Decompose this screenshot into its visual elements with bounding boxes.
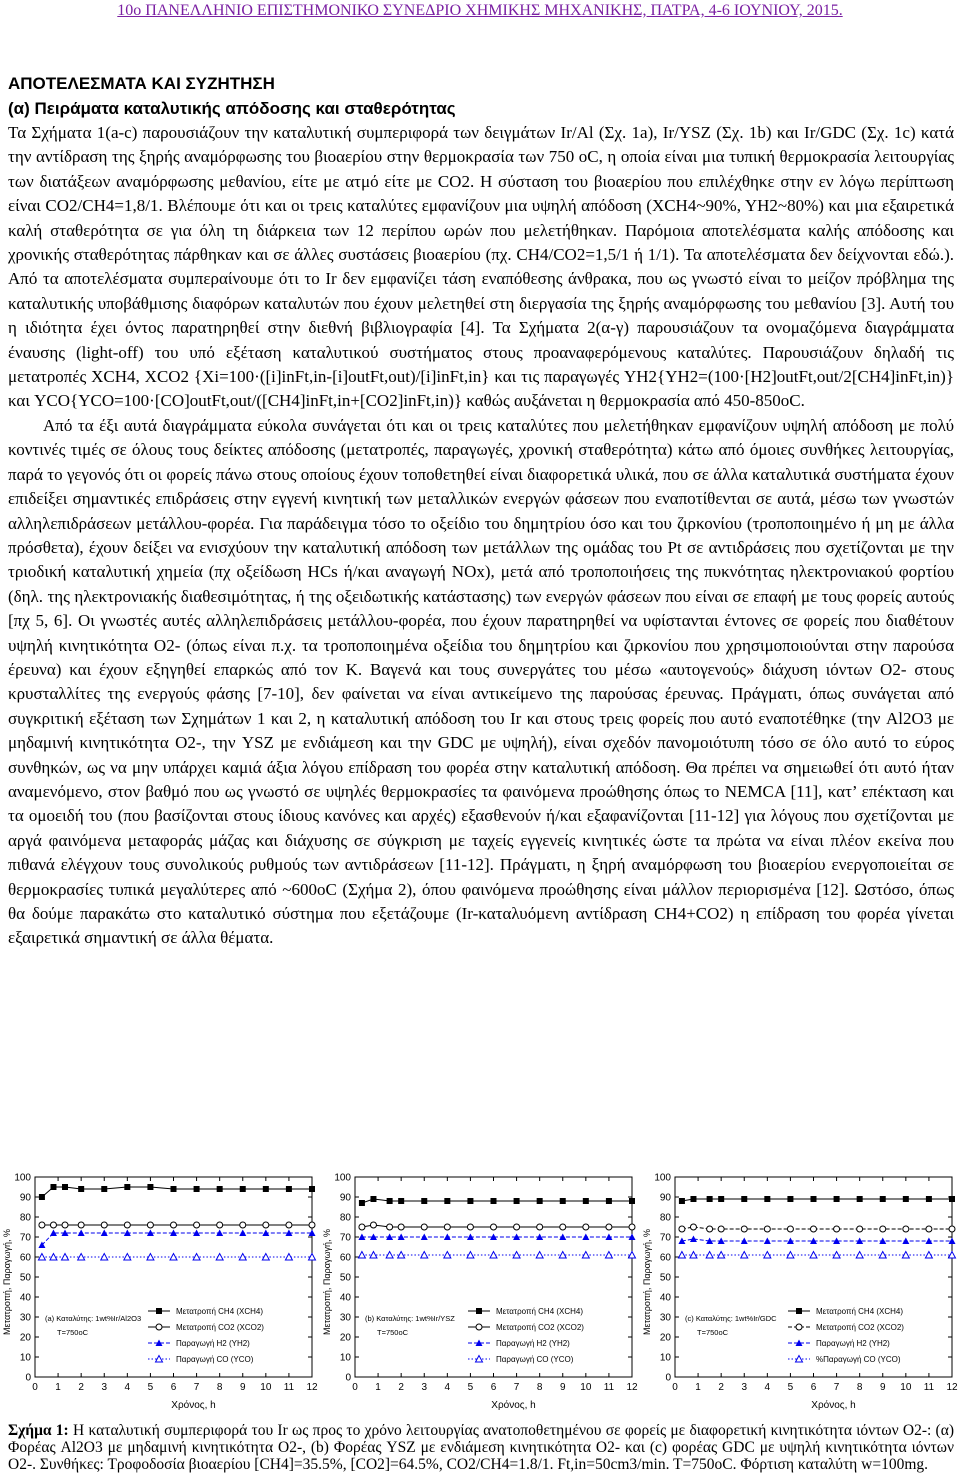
y-tick-label: 50 (339, 1272, 351, 1284)
y-axis-label: Μετατροπή, Παραγωγή, % (322, 1229, 332, 1335)
data-point (949, 1252, 956, 1259)
data-point (583, 1224, 589, 1230)
data-point (239, 1230, 246, 1237)
y-tick-label: 70 (659, 1232, 671, 1244)
data-point (718, 1226, 724, 1232)
data-point (764, 1238, 771, 1245)
legend-label: Μετατροπή CH4 (XCH4) (176, 1307, 264, 1316)
data-point (679, 1198, 685, 1204)
data-point (359, 1200, 365, 1206)
data-point (217, 1186, 223, 1192)
x-tick-label: 3 (101, 1382, 108, 1393)
x-tick-label: 3 (741, 1382, 748, 1393)
legend-marker (476, 1324, 482, 1330)
y-tick-label: 30 (339, 1312, 351, 1324)
y-tick-label: 20 (339, 1332, 351, 1344)
panel-label: (b) Καταλύτης: 1wt%Ir/YSZ (365, 1314, 455, 1323)
y-tick-label: 60 (659, 1252, 671, 1264)
data-point (194, 1222, 200, 1228)
data-point (147, 1184, 153, 1190)
data-point (101, 1186, 107, 1192)
y-tick-label: 80 (19, 1212, 31, 1224)
y-tick-label: 90 (339, 1192, 351, 1204)
y-tick-label: 0 (345, 1372, 351, 1384)
x-tick-label: 1 (695, 1382, 701, 1393)
data-point (949, 1196, 955, 1202)
legend-label: Παραγωγή H2 (YH2) (816, 1339, 890, 1348)
data-point (629, 1198, 635, 1204)
data-point (147, 1222, 153, 1228)
x-axis-label: Χρόνος, h (811, 1400, 856, 1411)
legend-marker (476, 1308, 482, 1314)
chart-c (640, 1160, 960, 1418)
y-tick-label: 100 (14, 1172, 31, 1184)
data-point (444, 1224, 450, 1230)
data-point (629, 1224, 635, 1230)
data-point (880, 1196, 886, 1202)
data-point (39, 1222, 45, 1228)
data-point (467, 1198, 473, 1204)
x-tick-label: 10 (580, 1382, 592, 1393)
x-tick-label: 8 (216, 1382, 223, 1393)
x-tick-label: 5 (467, 1382, 474, 1393)
data-point (359, 1224, 365, 1230)
y-tick-label: 50 (659, 1272, 671, 1284)
data-point (582, 1234, 589, 1241)
legend-label: Παραγωγή CO (YCO) (496, 1355, 574, 1364)
data-point (718, 1196, 724, 1202)
data-point (263, 1222, 269, 1228)
data-point (421, 1224, 427, 1230)
data-point (690, 1236, 697, 1243)
plot-frame (355, 1177, 632, 1377)
x-tick-label: 0 (32, 1382, 38, 1393)
y-tick-label: 20 (659, 1332, 671, 1344)
y-tick-label: 90 (659, 1192, 671, 1204)
data-point (514, 1224, 520, 1230)
data-point (101, 1222, 107, 1228)
y-tick-label: 40 (659, 1292, 671, 1304)
y-tick-label: 70 (19, 1232, 31, 1244)
y-tick-label: 70 (339, 1232, 351, 1244)
data-point (50, 1184, 56, 1190)
y-tick-label: 0 (665, 1372, 671, 1384)
x-tick-label: 7 (513, 1382, 520, 1393)
x-tick-label: 6 (490, 1382, 497, 1393)
data-point (926, 1226, 932, 1232)
legend-label: Μετατροπή CH4 (XCH4) (496, 1307, 584, 1316)
y-axis-label: Μετατροπή, Παραγωγή, % (642, 1229, 652, 1335)
data-point (926, 1196, 932, 1202)
data-point (444, 1198, 450, 1204)
data-point (62, 1222, 68, 1228)
data-point (491, 1224, 497, 1230)
y-tick-label: 80 (659, 1212, 671, 1224)
data-point (690, 1252, 697, 1259)
y-tick-label: 80 (339, 1212, 351, 1224)
caption-label: Σχήμα 1: (8, 1422, 69, 1439)
data-point (421, 1198, 427, 1204)
data-point (834, 1226, 840, 1232)
data-point (787, 1226, 793, 1232)
data-point (358, 1252, 365, 1259)
x-tick-label: 6 (810, 1382, 817, 1393)
data-point (857, 1226, 863, 1232)
y-tick-label: 100 (654, 1172, 671, 1184)
data-point (286, 1222, 292, 1228)
data-point (398, 1198, 404, 1204)
data-point (370, 1222, 376, 1228)
data-point (286, 1186, 292, 1192)
data-point (606, 1198, 612, 1204)
legend-label: Μετατροπή CH4 (XCH4) (816, 1307, 904, 1316)
x-tick-label: 4 (764, 1382, 771, 1393)
x-tick-label: 8 (536, 1382, 543, 1393)
x-tick-label: 12 (626, 1382, 638, 1393)
panel-label: (c) Καταλύτης: 1wt%Ir/GDC (685, 1314, 777, 1323)
data-point (171, 1186, 177, 1192)
data-point (124, 1184, 130, 1190)
data-point (903, 1226, 909, 1232)
data-point (62, 1184, 68, 1190)
data-point (764, 1226, 770, 1232)
x-tick-label: 5 (147, 1382, 154, 1393)
data-point (398, 1252, 405, 1259)
y-tick-label: 30 (19, 1312, 31, 1324)
y-axis-label: Μετατροπή, Παραγωγή, % (2, 1229, 12, 1335)
x-tick-label: 9 (879, 1382, 886, 1393)
data-point (398, 1224, 404, 1230)
x-tick-label: 3 (421, 1382, 428, 1393)
x-tick-label: 5 (787, 1382, 794, 1393)
legend-marker (156, 1308, 162, 1314)
legend-marker (796, 1356, 803, 1363)
x-tick-label: 10 (260, 1382, 272, 1393)
data-point (217, 1222, 223, 1228)
data-point (194, 1186, 200, 1192)
data-point (880, 1226, 886, 1232)
data-point (309, 1222, 315, 1228)
y-tick-label: 10 (19, 1352, 31, 1364)
data-point (857, 1196, 863, 1202)
x-tick-label: 10 (900, 1382, 912, 1393)
data-point (78, 1254, 85, 1261)
y-tick-label: 90 (19, 1192, 31, 1204)
y-tick-label: 40 (339, 1292, 351, 1304)
data-point (902, 1238, 909, 1245)
plot-frame (35, 1177, 312, 1377)
data-point (690, 1224, 696, 1230)
data-point (387, 1198, 393, 1204)
data-point (629, 1252, 636, 1259)
legend-label: Παραγωγή H2 (YH2) (176, 1339, 250, 1348)
data-point (834, 1196, 840, 1202)
panel-label: (a) Καταλύτης: 1wt%Ir/Al2O3 (45, 1314, 142, 1323)
x-tick-label: 8 (856, 1382, 863, 1393)
legend-marker (796, 1324, 802, 1330)
legend-label: Παραγωγή H2 (YH2) (496, 1339, 570, 1348)
data-point (193, 1254, 200, 1261)
y-tick-label: 50 (19, 1272, 31, 1284)
chart-panel-a (0, 1160, 320, 1418)
data-point (78, 1222, 84, 1228)
data-point (583, 1198, 589, 1204)
legend-marker (156, 1324, 162, 1330)
panel-condition: T=750oC (697, 1328, 729, 1337)
data-point (560, 1198, 566, 1204)
x-tick-label: 0 (672, 1382, 678, 1393)
legend-label: Μετατροπή CO2 (XCO2) (496, 1323, 584, 1332)
panel-condition: T=750oC (377, 1328, 409, 1337)
data-point (50, 1254, 57, 1261)
data-point (537, 1224, 543, 1230)
data-point (171, 1222, 177, 1228)
data-point (741, 1226, 747, 1232)
x-axis-label: Χρόνος, h (171, 1400, 216, 1411)
data-point (240, 1222, 246, 1228)
chart-panel-b (320, 1160, 640, 1418)
data-point (38, 1254, 45, 1261)
chart-b (320, 1160, 640, 1418)
data-point (811, 1226, 817, 1232)
data-point (718, 1252, 725, 1259)
data-point (707, 1226, 713, 1232)
x-tick-label: 7 (833, 1382, 840, 1393)
y-tick-label: 0 (25, 1372, 31, 1384)
x-tick-label: 2 (78, 1382, 84, 1393)
data-point (78, 1230, 85, 1237)
legend-label: %Παραγωγή CO (YCO) (816, 1355, 901, 1364)
data-point (811, 1196, 817, 1202)
x-tick-label: 6 (170, 1382, 177, 1393)
data-point (467, 1224, 473, 1230)
data-point (78, 1186, 84, 1192)
data-point (679, 1226, 685, 1232)
data-point (513, 1252, 520, 1259)
x-tick-label: 0 (352, 1382, 358, 1393)
plot-frame (675, 1177, 952, 1377)
data-point (741, 1196, 747, 1202)
body-text (8, 121, 954, 951)
data-point (707, 1196, 713, 1202)
legend-label: Παραγωγή CO (YCO) (176, 1355, 254, 1364)
data-point (39, 1194, 45, 1200)
y-tick-label: 100 (334, 1172, 351, 1184)
y-tick-label: 10 (659, 1352, 671, 1364)
data-point (370, 1196, 376, 1202)
x-tick-label: 4 (124, 1382, 131, 1393)
data-point (690, 1196, 696, 1202)
data-point (370, 1252, 377, 1259)
x-tick-label: 7 (193, 1382, 200, 1393)
panel-condition: T=750oC (57, 1328, 89, 1337)
x-tick-label: 2 (718, 1382, 724, 1393)
y-tick-label: 40 (19, 1292, 31, 1304)
chart-a (0, 1160, 320, 1418)
data-point (606, 1224, 612, 1230)
legend-marker (476, 1356, 483, 1363)
x-tick-label: 11 (923, 1382, 935, 1393)
data-point (537, 1198, 543, 1204)
data-point (124, 1222, 130, 1228)
x-tick-label: 2 (398, 1382, 404, 1393)
x-tick-label: 11 (603, 1382, 615, 1393)
data-point (240, 1186, 246, 1192)
caption-text: Η καταλυτική συμπεριφορά του Ir ως προς το χρόνο λειτουργίας ανατοποθετημένου σε φορείς με διαφορετική κινητικότητα ιόντων O2-: (α) Φορέας Al2O3 με μηδαμινή κινητικότητα O2-, (b) Φορέας YSZ με ενδιάμεση κινητικότητα O2- και (c) φορέας GDC με υψηλή κινητικότητα ιόντων O2-. Συνθήκες: Τροφοδοσία βιοαερίου [CH4]=35.5%, [CO2]=64.5%, CO2/CH4=1.8/1. Ft,in=50cm3/min. T=750oC. Φόρτιση καταλύτη w=100mg. (8, 1422, 954, 1473)
paragraph-2: Από τα έξι αυτά διαγράμματα εύκολα συνάγεται ότι και οι τρεις καταλύτες που μελετήθηκαν εμφανίζουν υψηλή απόδοση με πολύ κοντινές τιμές σε όλους τους δείκτες απόδοσης (μετατροπές, παραγωγές, χρονική σταθερότητα) κάτω από όμοιες συνθήκες λειτουργίας, παρά το γεγονός ότι οι φορείς πάνω στους οποίους έχουν τοποθετηθεί είναι διαφορετικά υλικά, που σε άλλα καταλυτικά συστήματα έχουν επιδείξει σημαντικές επιδράσεις στην εγγενή κινητική των μεταλλικών ενεργών φάσεων που εναποτίθενται σε αυτά, μέσω των γνωστών αλληλεπιδράσεων μετάλλου-φορέα. Για παράδειγμα τόσο το οξείδιο του δημητρίου όσο και του ζιρκονίου (τροποποιημένο ή μη με άλλα πρόσθετα), έχουν δείξει να ενισχύουν την καταλυτική απόδοση των μετάλλων της ομάδας του Pt σε αντιδράσεις που σχετίζονται με την τριοδική καταλυτική χημεία (πχ οξείδωση HCs ή/και αναγωγή NOx), μετά από τροποποιήσεις της πυκνότητας ηλεκτρονιακού φορτίου (δηλ. της ηλεκτρονιακής διαθεσιμότητας, ή της οξειδωτικής κατάστασης) των ενεργών φάσεων που είναι σε επαφή με τους φορείς αυτούς [πχ 5, 6]. Οι γνωστές αυτές αλληλεπιδράσεις μετάλλου-φορέα, που έχουν παρατηρηθεί να υφίστανται έντονες σε φορείς που διαθέτουν υψηλή κινητικότητα O2- (όπως είναι π.χ. τα τροποποιημένα οξείδια του δημητρίου και ζιρκονίου που χρησιμοποιούνται στην παρούσα έρευνα) και έχουν εξηγηθεί επαρκώς από τον K. Βαγενά και τους συνεργάτες του μέσω «αυτογενούς» διάχυση ιόντων O2- στους κρυσταλλίτες της ενεργούς φάσης [7-10], δεν φαίνεται να είναι αντικείμενο της παρούσας έρευνας. Πράγματι, όπως συνάγεται από συγκριτική εξέταση των Σχημάτων 1 και 2, η καταλυτική απόδοση του Ir και στους τρεις φορείς που αυτό εναποτέθηκε (την Al2O3 με μηδαμινή κινητικότητα O2-, την YSZ με ενδιάμεση και την GDC με υψηλή), είναι σχεδόν πανομοιότυπη τόσο σε όλο αυτό το εύρος συνθηκών, ως να μην υπάρχει καμιά άξια λόγου επίδραση του φορέα στην καταλυτική απόδοση. Θα πρέπει να σημειωθεί ότι αυτό ήταν αναμενόμενο, στον βαθμό που ως γνωστό σε υψηλές θερμοκρασίες τα φαινόμενα προώθησης όπως το NEMCA [11], κατ’ επέκταση και τα ομοειδή του (που βασίζονται στους ίδιους κανόνες και αρχές) εξασθενούν ή/και εξαφανίζονται [11-12] για λόγους που σχετίζονται με αργά φαινόμενα μεταφοράς μάζας και διάχυσης σε σύγκριση με ταχείς εγγενείς κινητικές ώστε τα πρώτα να είναι πλέον εκείνα που πιθανά ελέγχουν τους συνολικούς ρυθμούς των αντιδράσεων [11-12]. Πράγματι, η ξηρή αναμόρφωση του βιοαερίου ενεργοποιείται σε θερμοκρασίες τυπικά μεγαλύτερες από ~600oC (Σχήμα 2), όπου φαινόμενα προώθησης είναι μάλλον περιορισμένα [12]. Ωστόσο, όπως θα δούμε παρακάτω στο καταλυτικό σύστημα που εξετάζουμε (Ir-καταλυόμενη αντίδραση CH4+CO2) η επίδραση του φορέα γίνεται εξαιρετικά σημαντική σε άλλα θέματα. (8, 415, 954, 948)
legend-marker (156, 1356, 163, 1363)
figure-1-panels (0, 1160, 960, 1418)
x-tick-label: 1 (375, 1382, 381, 1393)
data-point (309, 1186, 315, 1192)
data-point (833, 1252, 840, 1259)
chart-panel-c (640, 1160, 960, 1418)
data-point (949, 1226, 955, 1232)
legend-label: Μετατροπή CO2 (XCO2) (176, 1323, 264, 1332)
x-tick-label: 12 (306, 1382, 318, 1393)
data-point (263, 1186, 269, 1192)
data-point (421, 1234, 428, 1241)
x-tick-label: 12 (946, 1382, 958, 1393)
data-point (787, 1196, 793, 1202)
figure-caption (8, 1422, 954, 1473)
y-tick-label: 30 (659, 1312, 671, 1324)
y-tick-label: 20 (19, 1332, 31, 1344)
section-title: ΑΠΟΤΕΛΕΣΜΑΤΑ ΚΑΙ ΣΥΖΗΤΗΣΗ (8, 74, 275, 93)
legend-label: Μετατροπή CO2 (XCO2) (816, 1323, 904, 1332)
data-point (560, 1224, 566, 1230)
x-tick-label: 1 (55, 1382, 61, 1393)
running-header: 10ο ΠΑΝΕΛΛΗΝΙΟ ΕΠΙΣΤΗΜΟΝΙΚΟ ΣΥΝΕΔΡΙΟ ΧΗΜΙΚΗΣ ΜΗΧΑΝΙΚΗΣ, ΠΑΤΡΑ, 4-6 ΙΟΥΝΙΟΥ, 2015. (117, 2, 843, 19)
data-point (903, 1196, 909, 1202)
x-tick-label: 4 (444, 1382, 451, 1393)
x-axis-label: Χρόνος, h (491, 1400, 536, 1411)
x-tick-label: 11 (283, 1382, 295, 1393)
y-tick-label: 60 (339, 1252, 351, 1264)
data-point (491, 1198, 497, 1204)
x-tick-label: 9 (239, 1382, 246, 1393)
legend-marker (796, 1308, 802, 1314)
data-point (50, 1222, 56, 1228)
subsection-title: (α) Πειράματα καταλυτικής απόδοσης και σταθερότητας (8, 99, 456, 118)
x-tick-label: 9 (559, 1382, 566, 1393)
y-tick-label: 10 (339, 1352, 351, 1364)
data-point (764, 1196, 770, 1202)
data-point (387, 1224, 393, 1230)
paragraph-1: Τα Σχήματα 1(a-c) παρουσιάζουν την καταλυτική συμπεριφορά των δειγμάτων Ir/Al (Σχ. 1a), Ir/YSZ (Σχ. 1b) και Ir/GDC (Σχ. 1c) κατά την αντίδραση της ξηρής αναμόρφωσης του βιοαερίου στην θερμοκρασία των 750 oC, η οποία είναι μια τυπική θερμοκρασία λειτουργίας των διατάξεων αναμόρφωσης μεθανίου, είτε με ατμό είτε με CO2. Η σύσταση του βιοαερίου που επιλέχθηκε στην εν λόγω περίπτωση είναι CO2/CH4=1,8/1. Βλέπουμε ότι και οι τρεις καταλύτες εμφανίζουν μια υψηλή απόδοση (XCH4~90%, YH2~80%) και μια εξαιρετικά καλή σταθερότητα σε για όλη τη διάρκεια των 12 περίπου ωρών που μελετήθηκαν. Παρόμοια αποτελέσματα καλής απόδοσης και χρονικής σταθερότητας πάρθηκαν και σε άλλες συστάσεις βιοαερίου (πχ. CH4/CO2=1,5/1 ή 1/1). Τα αποτελέσματα δεν δείχνονται εδώ.). Από τα αποτελέσματα συμπεραίνουμε ότι το Ir δεν εμφανίζει τάση εναπόθεσης άνθρακα, που ως γνωστό είναι το μείζον πρόβλημα της καταλυτικής υποβάθμισης διαφόρων καταλυτών που έχουν μελετηθεί στη διεργασία της ξηρής αναμόρφωσης του μεθανίου [3]. Αυτή του η ιδιότητα έχει όντος παρατηρηθεί στην διεθνή βιβλιογραφία [4]. Τα Σχήματα 2(α-γ) παρουσιάζουν τα ονομαζόμενα διαγράμματα έναυσης (light-off) του υπό εξέταση καταλυτικού συστήματος στους προαναφερόμενους καταλύτες. Παρουσιάζουν δηλαδή τις μετατροπές XCH4, XCO2 {Xi=100·([i]inFt,in-[i]outFt,out)/[i]inFt,in} και τις παραγωγές YH2{YH2=(100·[H2]outFt,out/2[CH4]inFt,in)} και YCO{YCO=100·[CO]outFt,out/([CH4]inFt,in+[CO2]inFt,in)} καθώς αυξάνεται η θερμοκρασία από 450-850oC. (8, 123, 954, 411)
y-tick-label: 60 (19, 1252, 31, 1264)
data-point (678, 1252, 685, 1259)
data-point (514, 1198, 520, 1204)
